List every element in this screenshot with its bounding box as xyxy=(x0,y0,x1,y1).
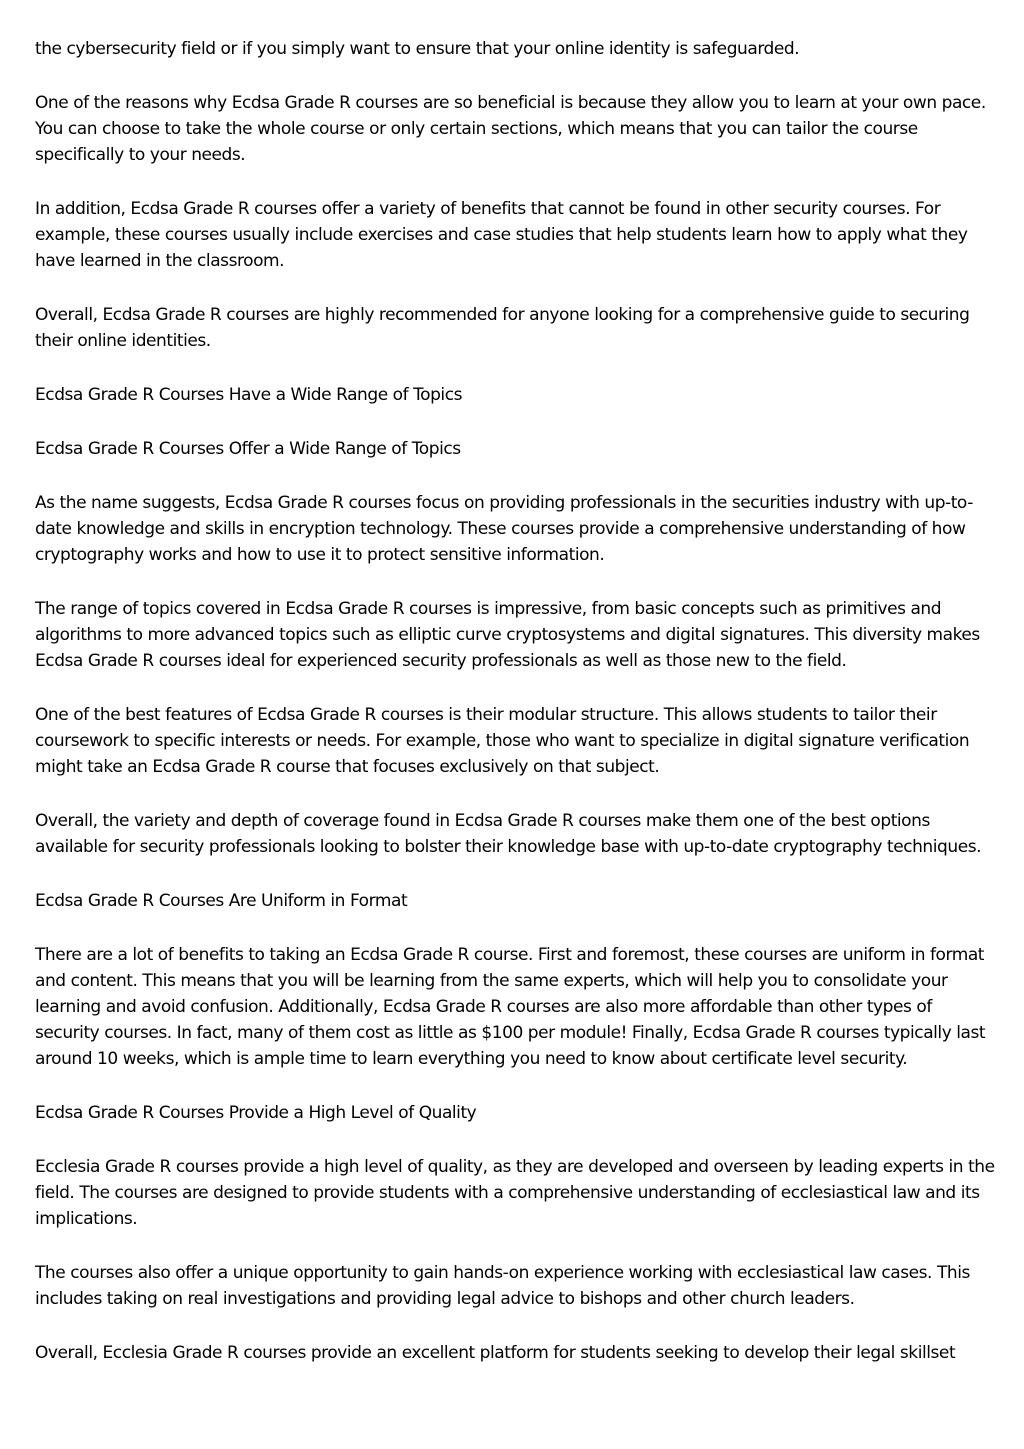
paragraph-ecclesia-quality: Ecclesia Grade R courses provide a high level of quality, as they are developed and overseen by leading experts in the field. The courses are designed to provide students with a comprehensive understanding of ecclesiastical law and its implications. xyxy=(35,1157,995,1229)
paragraph-uniform-benefits: There are a lot of benefits to taking an Ecdsa Grade R course. First and foremost, these courses are uniform in format and content. This means that you will be learning from the same experts, which will help you to consolidate your learning and avoid confusion. Additionally, Ecdsa Grade R courses are also more affordable than other types of security courses. In fact, many of them cost as little as $100 per module! Finally, Ecdsa Grade R courses typically last around 10 weeks, which is ample time to learn everything you need to know about certificate level security. xyxy=(35,945,986,1069)
paragraph-benefits: In addition, Ecdsa Grade R courses offer a variety of benefits that cannot be found in other security courses. For example, these courses usually include exercises and case studies that help students learn how to apply what they have learned in the classroom. xyxy=(35,199,968,271)
paragraph-name-suggests: As the name suggests, Ecdsa Grade R courses focus on providing professionals in the securities industry with up-to-date knowledge and skills in encryption technology. These courses provide a comprehensive understanding of how cryptography works and how to use it to protect sensitive information. xyxy=(35,493,973,565)
paragraph-ecclesia-overall: Overall, Ecclesia Grade R courses provide an excellent platform for students seeking to develop their legal skillset xyxy=(35,1343,956,1363)
paragraph-variety-depth: Overall, the variety and depth of coverage found in Ecdsa Grade R courses make them one of the best options available for security professionals looking to bolster their knowledge base with up-to-date cryptography techniques. xyxy=(35,811,982,857)
paragraph-self-paced: One of the reasons why Ecdsa Grade R courses are so beneficial is because they allow you to learn at your own pace. You can choose to take the whole course or only certain sections, which means that you can tailor the course specifically to your needs. xyxy=(35,93,986,165)
paragraph-hands-on: The courses also offer a unique opportunity to gain hands-on experience working with ecclesiastical law cases. This includes taking on real investigations and providing legal advice to bishops and other church leaders. xyxy=(35,1263,970,1309)
heading-offer-wide-range: Ecdsa Grade R Courses Offer a Wide Range of Topics xyxy=(35,439,461,459)
heading-high-quality: Ecdsa Grade R Courses Provide a High Level of Quality xyxy=(35,1103,477,1123)
heading-uniform-format: Ecdsa Grade R Courses Are Uniform in Format xyxy=(35,891,408,911)
paragraph-continuation: the cybersecurity field or if you simply want to ensure that your online identity is safeguarded. xyxy=(35,39,800,59)
paragraph-recommended: Overall, Ecdsa Grade R courses are highly recommended for anyone looking for a comprehensive guide to securing their online identities. xyxy=(35,305,970,351)
paragraph-modular-structure: One of the best features of Ecdsa Grade R courses is their modular structure. This allows students to tailor their coursework to specific interests or needs. For example, those who want to specialize in digital signature verification might take an Ecdsa Grade R course that focuses exclusively on that subject. xyxy=(35,705,970,777)
heading-wide-range-topics: Ecdsa Grade R Courses Have a Wide Range of Topics xyxy=(35,385,463,405)
document-page xyxy=(35,36,995,1394)
paragraph-range-of-topics: The range of topics covered in Ecdsa Grade R courses is impressive, from basic concepts such as primitives and algorithms to more advanced topics such as elliptic curve cryptosystems and digital signatures. This diversity makes Ecdsa Grade R courses ideal for experienced security professionals as well as those new to the field. xyxy=(35,599,980,671)
